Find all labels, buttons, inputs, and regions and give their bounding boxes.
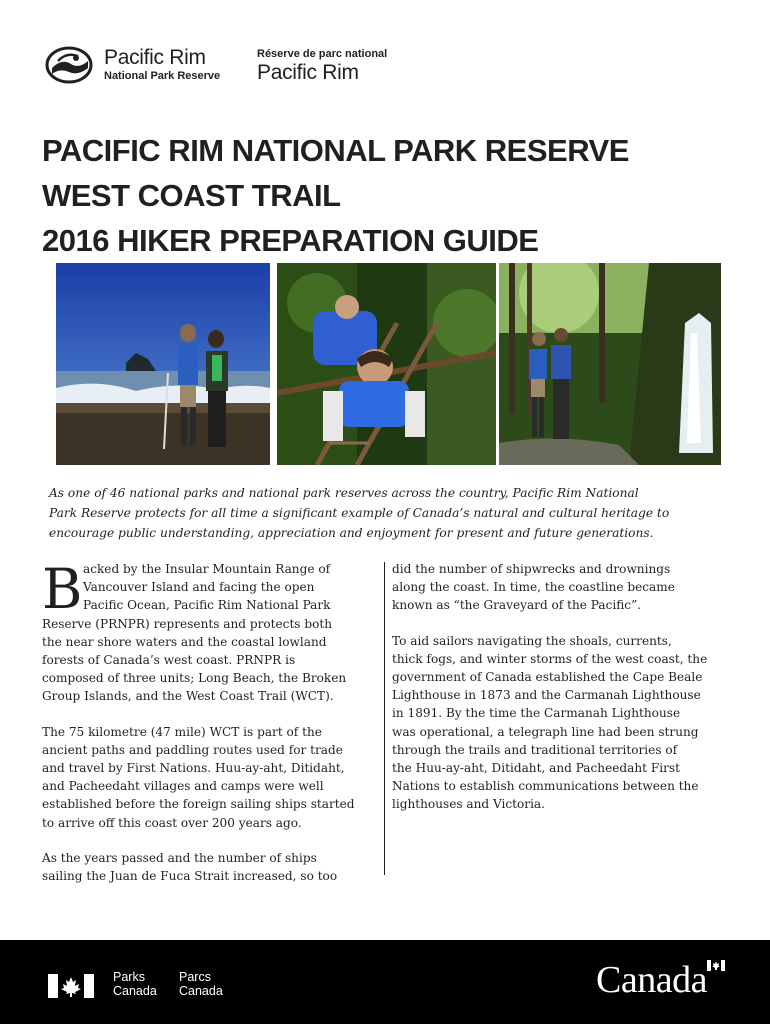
body-line: forests of Canada’s west coast. PRNPR is bbox=[42, 653, 296, 668]
title-line: 2016 HIKER PREPARATION GUIDE bbox=[42, 223, 539, 258]
title-line: PACIFIC RIM NATIONAL PARK RESERVE bbox=[42, 133, 629, 168]
park-emblem-icon bbox=[44, 44, 96, 84]
wordmark-flag-icon bbox=[707, 960, 725, 971]
body-line: acked by the Insular Mountain Range of bbox=[83, 562, 331, 576]
body-line: Reserve (PRNPR) represents and protects both bbox=[42, 616, 333, 631]
body-line: Vancouver Island and facing the open bbox=[83, 580, 315, 595]
body-line: along the coast. In time, the coastline became bbox=[392, 580, 675, 595]
body-line: Group Islands, and the West Coast Trail (WCT). bbox=[42, 689, 334, 704]
logo-en-name: Pacific Rim bbox=[104, 46, 206, 69]
wordmark-text: Canada bbox=[596, 959, 707, 1001]
parks-canada-en bbox=[113, 970, 157, 998]
intro-paragraph bbox=[49, 483, 739, 543]
right-column bbox=[392, 560, 727, 814]
body-line: The 75 kilometre (47 mile) WCT is part of the bbox=[42, 724, 322, 739]
body-line: did the number of shipwrecks and drownings bbox=[392, 562, 671, 576]
footer bbox=[0, 940, 770, 1024]
body-line: the Huu-ay-aht, Ditidaht, and Pacheedaht First bbox=[392, 761, 680, 776]
body-line: As the years passed and the number of ships bbox=[42, 850, 317, 865]
parcs-line: Canada bbox=[179, 984, 223, 998]
document-title bbox=[42, 128, 742, 263]
body-line: Pacific Ocean, Pacific Rim National Park bbox=[83, 598, 331, 613]
body-line: lighthouses and Victoria. bbox=[392, 797, 545, 812]
logo-fr-sub: Réserve de parc national bbox=[257, 48, 388, 60]
canada-wordmark bbox=[596, 956, 736, 1006]
body-line: the near shore waters and the coastal lowland bbox=[42, 634, 327, 649]
body-line: ancient paths and paddling routes used for trade bbox=[42, 742, 343, 757]
intro-line: Park Reserve protects for all time a significant example of Canada’s natural and cultural heritage to bbox=[49, 506, 670, 520]
body-line: and Pacheedaht villages and camps were well bbox=[42, 779, 324, 794]
photo-strip bbox=[56, 263, 721, 465]
body-line: to arrive off this coast over 200 years ago. bbox=[42, 815, 302, 830]
body-line: and travel by First Nations. Huu-ay-aht, Ditidaht, bbox=[42, 761, 345, 776]
body-line: in 1891. By the time the Carmanah Lighthouse bbox=[392, 706, 681, 721]
waterfall-hikers-photo bbox=[499, 263, 721, 465]
body-line: established before the foreign sailing ships started bbox=[42, 797, 355, 812]
column-divider bbox=[384, 562, 385, 875]
parcs-line: Parcs bbox=[179, 970, 211, 984]
logo-fr-name: Pacific Rim bbox=[257, 61, 359, 84]
pacific-rim-logo-fr bbox=[257, 42, 457, 86]
left-column bbox=[42, 557, 380, 885]
parks-line: Parks bbox=[113, 970, 145, 984]
parcs-canada-fr bbox=[179, 970, 223, 998]
intro-line: As one of 46 national parks and national park reserves across the country, Pacific Rim National bbox=[49, 486, 639, 500]
parks-line: Canada bbox=[113, 984, 157, 998]
pacific-rim-logo-en bbox=[44, 42, 244, 86]
ladder-hikers-photo bbox=[277, 263, 496, 465]
body-line: known as “the Graveyard of the Pacific”. bbox=[392, 598, 642, 613]
body-line: To aid sailors navigating the shoals, currents, bbox=[392, 633, 672, 648]
canada-flag-icon bbox=[48, 974, 94, 998]
body-line: was operational, a telegraph line had been strung bbox=[392, 724, 699, 739]
body-line: government of Canada established the Cape Beale bbox=[392, 670, 703, 685]
body-line: thick fogs, and winter storms of the west coast, the bbox=[392, 651, 708, 666]
body-line: sailing the Juan de Fuca Strait increased, so too bbox=[42, 869, 338, 884]
body-line: through the trails and traditional territories of bbox=[392, 742, 678, 757]
intro-line: encourage public understanding, appreciation and enjoyment for present and future generations. bbox=[49, 526, 654, 540]
drop-cap: B bbox=[42, 557, 83, 621]
title-line: WEST COAST TRAIL bbox=[42, 178, 341, 213]
beach-hikers-photo bbox=[56, 263, 270, 465]
body-line: Lighthouse in 1873 and the Carmanah Lighthouse bbox=[392, 688, 701, 703]
body-line: composed of three units; Long Beach, the Broken bbox=[42, 671, 347, 686]
logo-en-sub: National Park Reserve bbox=[104, 70, 221, 82]
header bbox=[44, 42, 444, 88]
body-line: Nations to establish communications between the bbox=[392, 779, 699, 794]
